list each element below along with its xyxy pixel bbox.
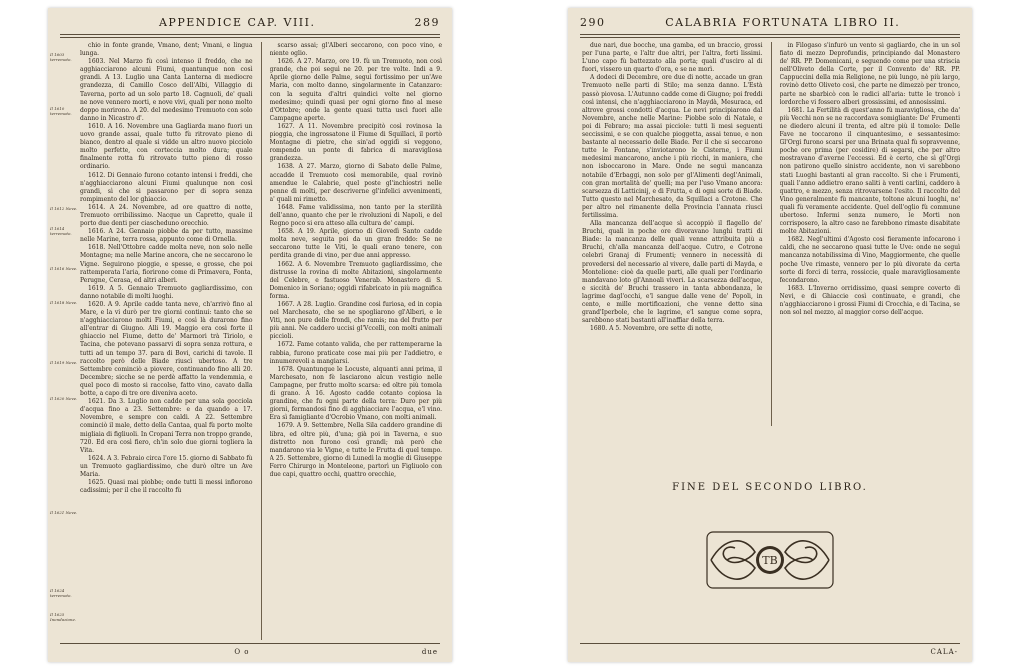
paragraph: scarso assai; gl'Alberi seccarono, con poco vino, e niente oglio. (269, 42, 442, 58)
margin-note: Il 1610 terremoto. (50, 106, 72, 116)
margin-note: Il 1618 Neve. (50, 300, 78, 305)
page-number: 290 (580, 16, 606, 29)
page-footer (62, 648, 438, 656)
margin-note: Il 1621 Neve. (50, 510, 78, 515)
paragraph: 1616. A 24. Gennaio piobbe da per tutto, massime nelle Marine, terra rossa, appunto come di Ornella. (80, 228, 253, 244)
text-block (80, 42, 442, 640)
signature-mark: O o (234, 648, 250, 656)
paragraph: 1624. A 3. Febraio circa l'ore 15. giorno di Sabbato fù un Tremuoto gagliardissimo, che durò oltre un Ave Maria. (80, 454, 253, 478)
paragraph: Alla mancanza dell'acque sì accoppiò il flagello de' Bruchi, quali in poche ore divoravano lunghi tratti di Biade: la mancanza delle quali venne attribuita più a Bruchi, ch'alla mancanza dell'acque. Cutro, e Cotrone celebri Granaj di Frumenti; vennero in necessità di provedersi del necessario al vivere, dalle parti di Mayda, e Montelione: cioè da quelle parti, alle quali per l'ordinario mandavano loto gl'Annoali viveri. La scarsezza dell'acque, e siccità de' Bruchi trassero in tanta abbondanza, le lagrime dagl'occhi, e'l sangue dalle vene de' Popoli, in cento, e mille mortificazioni, che venne detto sina grand'Iperbole, che le lagrime, e'l sangue come sopra, sarebbono stati bastanti all'inaffiar della terra. (582, 220, 763, 325)
footer-rule (60, 643, 440, 644)
paragraph: 1680. A 5. Novembre, ore sette di notte, (590, 325, 713, 333)
header-rule (580, 34, 960, 35)
book-end-title: FINE DEL SECONDO LIBRO. (672, 482, 868, 493)
text-column-right (270, 42, 443, 640)
margin-note: Il 1612 Neve. (50, 206, 78, 211)
paragraph: 1621. Da 3. Luglio non cadde per una sola gocciola d'acqua fino a 23. Settembre: e da quando a 17. Novembre, e sempre con caldi. A 22. Settembre cominciò il male, detto della Cantaa, qual fù porto molte migliaia di figliuoli. In Cropani Terra non troppo grande, 720. Ed era così fiero, ch'in solo due giorni togliera la Vita. (80, 398, 253, 454)
paragraph: 1662. A 6. Novembre Tremuoto gagliardissimo, che distrusse la rovina di molte Abitazioni, singolarmente del Celebre, e fastuoso Venerab. Monastero di S. Domenico in Soriano; oggidì rifabricato in più magnifica forma. (269, 260, 442, 300)
running-head (60, 16, 440, 32)
paragraph: 1618. Nell'Ottobre cadde molta neve, non solo nelle Montagne; ma nelle Marine ancora, che ne seccarono le Vigne. Seguirono pioggie, e spesse, e grosse, che poi rattemperata l'aria, fiorirono come di Primavera, Fonta, Perugne, Cerasa, ed altri alberi. (80, 244, 253, 284)
margin-note: Il 1614 terremoto. (50, 226, 72, 236)
margin-note: Il 1619 Neve. (50, 360, 78, 365)
paragraph: 1679. A 9. Settembre, Nella Sila caddero grandine di libra, ed oltre più, d'una; già poi in Taverna, e suo distretto non furono così grandi; mà però che mandarono via le Vigne, e tutte le Frutta di quel tempo. A 25. Settembre, giorno di Lunedì la moglie di Giuseppe Ferro Chirurgo in Monteleone, partorì un Figliuolo con due capi, quattro occhi, quattro orecchie, (269, 422, 442, 478)
paragraph: 1658. A 19. Aprile, giorno di Giovedì Santo cadde molta neve, seguita poi da un gran freddo: Se ne seccarono tutte le Viti, le quali erano tenere, con perdita grande di vino, per due anni appresso. (269, 228, 442, 260)
text-column-left (80, 42, 253, 640)
header-rule-inner (60, 37, 440, 38)
margin-notes (50, 40, 78, 642)
running-head (580, 16, 960, 32)
page-number: 289 (414, 16, 440, 29)
running-head-title: APPENDICE CAP. VIII. (158, 16, 316, 29)
left-page (48, 8, 452, 662)
printer-ornament-icon (705, 530, 835, 590)
right-page (568, 8, 972, 662)
paragraph: 1638. A 27. Marzo, giorno di Sabato delle Palme, accadde il Tremuoto così memorabile, qual rovinò amendue le Calabrie, quel poste gl'inchiostri nelle penne di molti, per descriverne gl'infelici avvenimenti, a' quali mi rimetto. (269, 163, 442, 203)
paragraph: 1678. Quantunque le Locuste, alquanti anni prima, il Marchesato, non fè lasciarono alcun vestigio nelle Campagne, per frutto molto scarsa: ed oltre più tomola di grano. A 16. Agosto cadde cotanto copiosa la grandine, che fu ogni parte della terra: Duro per più giorni, fermandosi fino di agghiacciare l'acqua, e'l vino. Era sì famigliante d'Ocrobio Vmano, con molti animali. (269, 365, 442, 422)
margin-note: Il 1625 Inondazione. (50, 612, 77, 622)
paragraph: in Filogaso s'infurò un vento sì gagliardo, che in un sol fiato di mezzo Deprofundis, principiando dal Monastero de' RR. PP. Domenicani, e seguendo come per una striscia nell'Oliveto della Corte, per il Convento de' RR. PP. Cappuccini della mia Religione, ne più lungo, nè più largo, rovinò detto Oliveto così, che parte ne dimezzò per tronco, parte ne sbarbicò con le radici all'aria: tutte le troncò i lordorche vi fossero alberi grossissimi, ed annosissimi. (779, 42, 960, 106)
page-footer (582, 648, 958, 656)
paragraph: 1625. Quasi mai piobbe; onde tutti li messi infiorono cadissimi; per il che il raccolto fù (80, 479, 253, 495)
text-block (582, 42, 960, 426)
header-rule-inner (580, 37, 960, 38)
paragraph: 1612. Di Gennaio furono cotanto intensi i freddi, che n'agghiacciarono alcuni Fiumi qualunque non così grandi, sì che si passarono per di sopra senza rompimento del lor ghiaccio. (80, 171, 253, 203)
paragraph: 1682. Negl'ultimi d'Agosto così fieramente infocarono i caldi, che ne seccarono quasi tutte le Uve: onde ne seguì mancanza notabilissima di Vino, Maggiormente, che quelle poche Uve rimaste, vennero per lo più divorate da certa sorte di forci di terra, rossiccie, quale maravigliosamente fecondarono. (779, 236, 960, 284)
paragraph: 1648. Fame validissima, non tanto per la sterilità dell'anno, quanto che per le rivoluzioni di Napoli, e del Regno poco si era atteso alla cultura de' campi. (269, 203, 442, 228)
paragraph: 1667. A 28. Luglio. Grandine così furiosa, ed in copia nel Marchesato, che se ne spogliarono gl'Alberi, e le Viti, non pure delle frondi, che ramis; ma del frutto per più anni. Ne caddero uccisi gl'Vccelli, con molti animali piccioli. (269, 301, 442, 341)
margin-note: Il 1624 terremoto. (50, 588, 72, 598)
ornament-monogram: TB (762, 554, 778, 567)
text-column-right (780, 42, 961, 426)
paragraph: 1614. A 24. Novembre, ad ore quattro di notte, Tremuoto orribilissimo. Nacque un Capretto, quale il porto due denti per ciascheduno orecchio. (80, 203, 253, 228)
paragraph: 1610. A 16. Novembre una Gagliarda mano fuori un uovo grande assai, quale tutto fù ritrovato pieno di bianco, dentro al quale si vidde un altro nuovo picciolo molto perfette, con corteccia molto dura; quale finalmente rotta fù ritrovato tutto pieno di rosso ordinario. (80, 122, 253, 171)
paragraph: 1683. L'Inverno orridissimo, quasi sempre coverto di Nevi, e di Ghiaccie così continuate, e grandi, che n'agghiacciarono i grossi Fiumi di Crocchia, e di Tacina, se non sol nel mezzo, al maggior corso dell'acque. (779, 284, 960, 317)
paragraph: 1619. A 5. Gennaio Tremuoto gagliardissimo, con danno notabile di molti luoghi. (80, 284, 253, 300)
paragraph: 1620. A 9. Aprile cadde tanta neve, ch'arrivò fino al Mare, e la vi durò per tre giorni continui: tanto che se n'agghiacciarono molti Fiumi, e così là durarono fino all'entrar di Giugno. Alli 19. Maggio era così forte il ghiaccio nel Fiume, detto de' Marmori trà Tiriolo, e Tacina, che potevano passarvi di sopra senza rottura, e tutti ad un tempo 37. para di Bovi, carichi di tavole. Il raccolto però delle Biade riuscì ubertoso. A tre Settembre cominciò a piovere, continuando fino alli 20. Decembre; sicche se ne perdè affatto la vendemmia, e quel poco di mosto si raccolse, fatto vino, cavato dalla botte, a capo di tre ore diveniva aceto. (80, 301, 253, 398)
running-head-title: CALABRIA FORTUNATA LIBRO II. (665, 16, 901, 29)
paragraph: due nari, due bocche, una gamba, ed un braccio, grossi per l'una parte, e l'altr due altri, per l'altra, forti lissimi. L'uno capo fù battezzato alla porta; quali d'usciro al di fuori, vissero un quarto d'ora, e se ne morì. (582, 42, 763, 74)
column-divider (261, 42, 262, 640)
catchword: CALA- (930, 648, 958, 656)
paragraph: 1603. Nel Marzo fù così intenso il freddo, che ne agghiacciarono alcuni Fiumi, quantunque non così grandi. A 13. Luglio una Canta Lanterna di mediocre grandezza, di Camillo Cosco dell'Albi, Villaggio di Taverna, porto ad un solo parto 18. Cagnuoli, de' quali ne nove vennero morti, e nove vivi, quali per nono molto doppo morirono. A 20. del medesimo Tremuoto con solo danno in Nicastro d'. (80, 58, 253, 122)
margin-note: Il 1603 terremoto. (50, 52, 72, 62)
catchword: due (421, 648, 438, 656)
column-divider (771, 42, 772, 426)
paragraph: 1681. La Fertilità di quest'anno fù maravigliosa, che da' più Vecchi non se ne raccordava somigliante: De' Frumenti ne diedero alcuni il trenta, ed altre più il tomolo: Delle Fave ne toccarono il cinquantesimo, e sessantesimo: Gl'Orgi furono scarsi per una Brinata qual fù sopravvenne, poche ore prima (per cosidire) di segarsi, che per altro mostravano d'averne l'eccessi. Ed è certo, che sì gl'Orgi non patirono quello sinistro accidente, non vi sarebbono stati Luoghi bastanti al gran raccolto. Si che i Frumenti, quali l'anno addietro erano saliti à venti carlini, caddero à quattro, e mezzo, senza ritrovarsene l'esito. Il raccolto del Vino generalmente fù mancante, toltone alcuni luoghi, ne' quali fù veramente accidente. Quel dell'oglio fù commune ubertoso. Infermi senza numero, le Morti non corrisposero, la altro caso ne farebbono rimaste disabitate molte Abitazioni. (779, 106, 960, 236)
paragraph: chio in fonte grande, Vmano, dent; Vmani, e lingua lunga. (80, 42, 253, 58)
paragraph: A dodeci di Decembre, ore due di notte, accade un gran Tremuoto nelle parti di Stilo; ma senza danno. L'Està passò piovosa. L'Autunno cadde come di Giugno; poi freddi così intensi, che n'agghiacciarono in Maydà, Mesuraca, ed altrove grossi condotti d'acqua. Le nevi principiarono dal Novembre, anche nelle Marine: Piobbe solo di Natale, e poi di Febraro; ma assai picciole: tutti li mesi seguenti seccissimi, e se con qualche pioggetta, assai tenue, e non bastante al necessario delle Biade. Per il che si seccarono tutte le Fontane, s'inviotarono le Cisterne, i Fiumi medesimi mancarono, anche i più ricchi, in maniera, che non isboccarono in Mare. Onde ne seguì mancanza notabile d'Erbaggi, non solo per gl'Alimenti degl'Animali, con gran mortalità de' quelli; ma per l'uso Vmano ancora: scarsezza di Latticinij, e di Frutta, e di ogni sorte di Biade. Tutto questo nel Marchesato, da Squillaci a Crotone. Che per altro nel rimanente della Provincia l'annata riuscì fertilissima. (582, 74, 763, 219)
paragraph: 1627. A 11. Novembre precipitò così rovinosa la pioggia, che ingrossatone il Fiume di Squillaci, il portò Montagne di pietre, che sin'ad oggidì si veggono, rompendo un ponte di fabrica di maravigliosa grandezza. (269, 122, 442, 163)
margin-note: Il 1620 Neve. (50, 396, 78, 401)
footer-rule (580, 643, 960, 644)
paragraph: 1672. Fame cotanto valida, che per rattemperarne la rabbia, furono praticate cose mai più per l'addietro, e innumerevoli a mangiarsi. (269, 341, 442, 365)
header-rule (60, 34, 440, 35)
paragraph: 1626. A 27. Marzo, ore 19. fù un Tremuoto, non così grande, che poi seguì ne 20. per tre volte. Indi a 9. Aprile giorno delle Palme, seguì fortissimo per un'Ave Maria, con molto danno, singolarmente in Catanzaro: con la seguita d'altri quindici volte nel giorno medesimo; quindi quasi per ogni giorno fino al mese d'Ottobre; onde la gente quasi tutta uscì fuori alle Campagne aperte. (269, 58, 442, 122)
text-column-left (582, 42, 763, 426)
margin-note: Il 1616 Neve. (50, 266, 78, 271)
